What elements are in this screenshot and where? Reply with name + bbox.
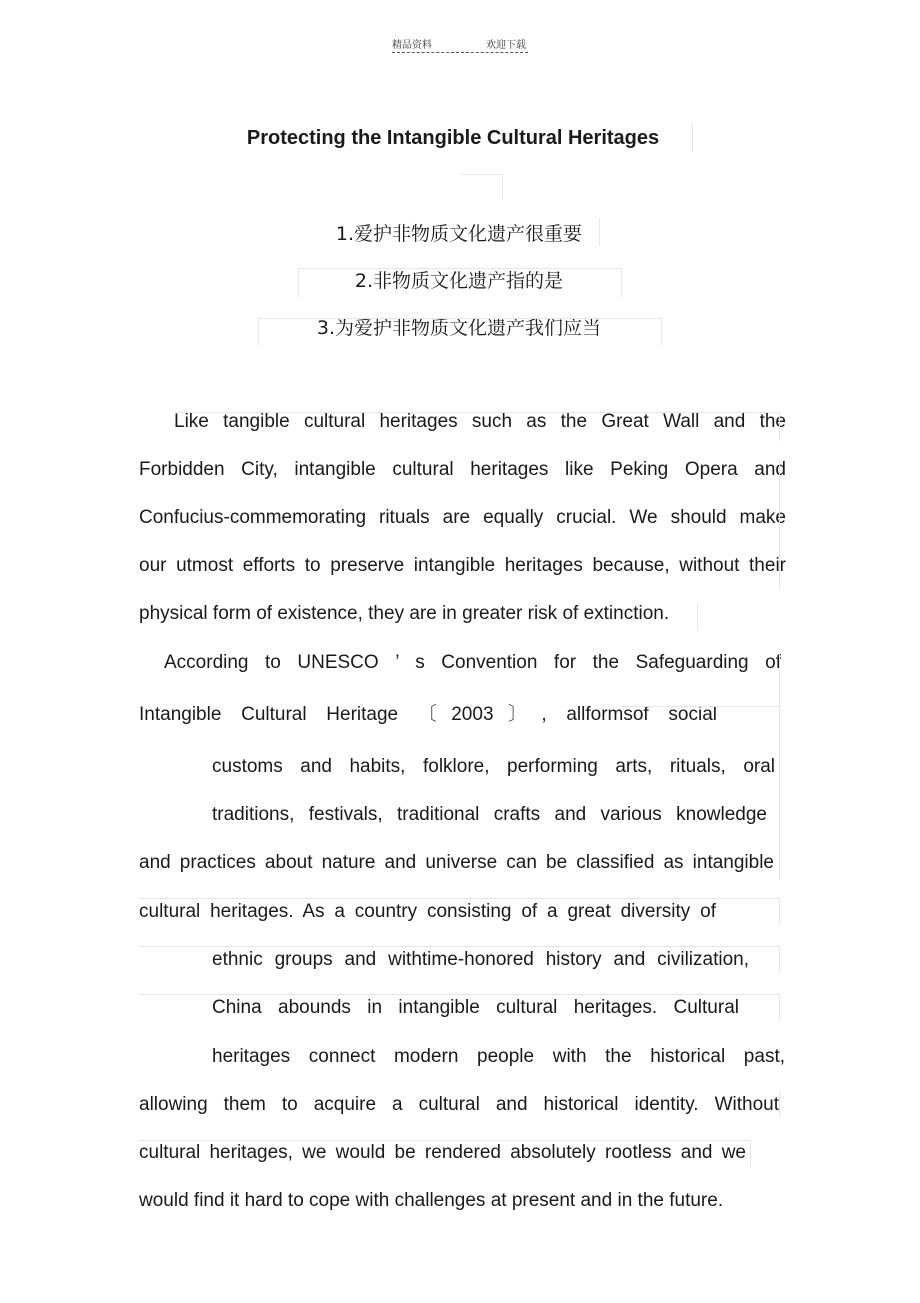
body-line-13: China abounds in intangible cultural heritages. Cultural	[212, 997, 739, 1018]
body-line-5: physical form of existence, they are in greater risk of extinction.	[139, 603, 670, 624]
outline-item-1: 1.爱护非物质文化遗产很重要	[335, 223, 583, 245]
fragment-line	[692, 124, 693, 152]
header-dashed-rule	[392, 52, 528, 53]
header-right-text: 欢迎下载	[486, 40, 526, 51]
fragment-line	[779, 1092, 780, 1116]
body-line-11: cultural heritages. As a country consisting of a great diversity of	[139, 901, 716, 922]
fragment-line	[620, 706, 779, 707]
fragment-box	[461, 174, 503, 199]
fragment-box	[139, 946, 780, 973]
body-line-6: According to UNESCO ’ s Convention for the Safeguarding of	[164, 652, 781, 673]
outline-item-3: 3.为爱护非物质文化遗产我们应当	[316, 317, 602, 339]
body-line-12: ethnic groups and withtime-honored history and civilization,	[212, 949, 749, 970]
header-left-text: 精品资料	[392, 40, 432, 51]
fragment-box	[174, 412, 780, 441]
body-line-1: Like tangible cultural heritages such as the Great Wall and the	[174, 411, 786, 432]
body-line-17: would find it hard to cope with challenges at present and in the future.	[139, 1190, 724, 1211]
fragment-box	[139, 994, 780, 1021]
fragment-line	[697, 604, 698, 630]
fragment-box	[139, 1140, 751, 1167]
outline-item-2: 2.非物质文化遗产指的是	[354, 270, 564, 292]
body-line-3: Confucius-commemorating rituals are equally crucial. We should make	[139, 507, 786, 528]
body-line-9: traditions, festivals, traditional crafts and various knowledge	[212, 804, 767, 825]
body-line-10: and practices about nature and universe can be classified as intangible	[139, 852, 774, 873]
fragment-box	[139, 898, 780, 925]
body-line-7: Intangible Cultural Heritage 〔2003〕, allformsof social	[139, 704, 717, 725]
body-line-14: heritages connect modern people with the historical past,	[212, 1046, 785, 1067]
page-header	[392, 36, 528, 56]
body-line-2: Forbidden City, intangible cultural heritages like Peking Opera and	[139, 459, 786, 480]
fragment-box	[298, 268, 622, 297]
body-line-8: customs and habits, folklore, performing arts, rituals, oral	[212, 756, 775, 777]
body-line-16: cultural heritages, we would be rendered absolutely rootless and we	[139, 1142, 746, 1163]
fragment-line	[779, 654, 780, 880]
document-title: Protecting the Intangible Cultural Heritages	[246, 127, 660, 149]
fragment-line	[779, 460, 780, 590]
body-line-15: allowing them to acquire a cultural and historical identity. Without	[139, 1094, 779, 1115]
fragment-line	[599, 218, 600, 246]
body-line-4: our utmost efforts to preserve intangible heritages because, without their	[139, 555, 786, 576]
fragment-box	[258, 318, 662, 345]
